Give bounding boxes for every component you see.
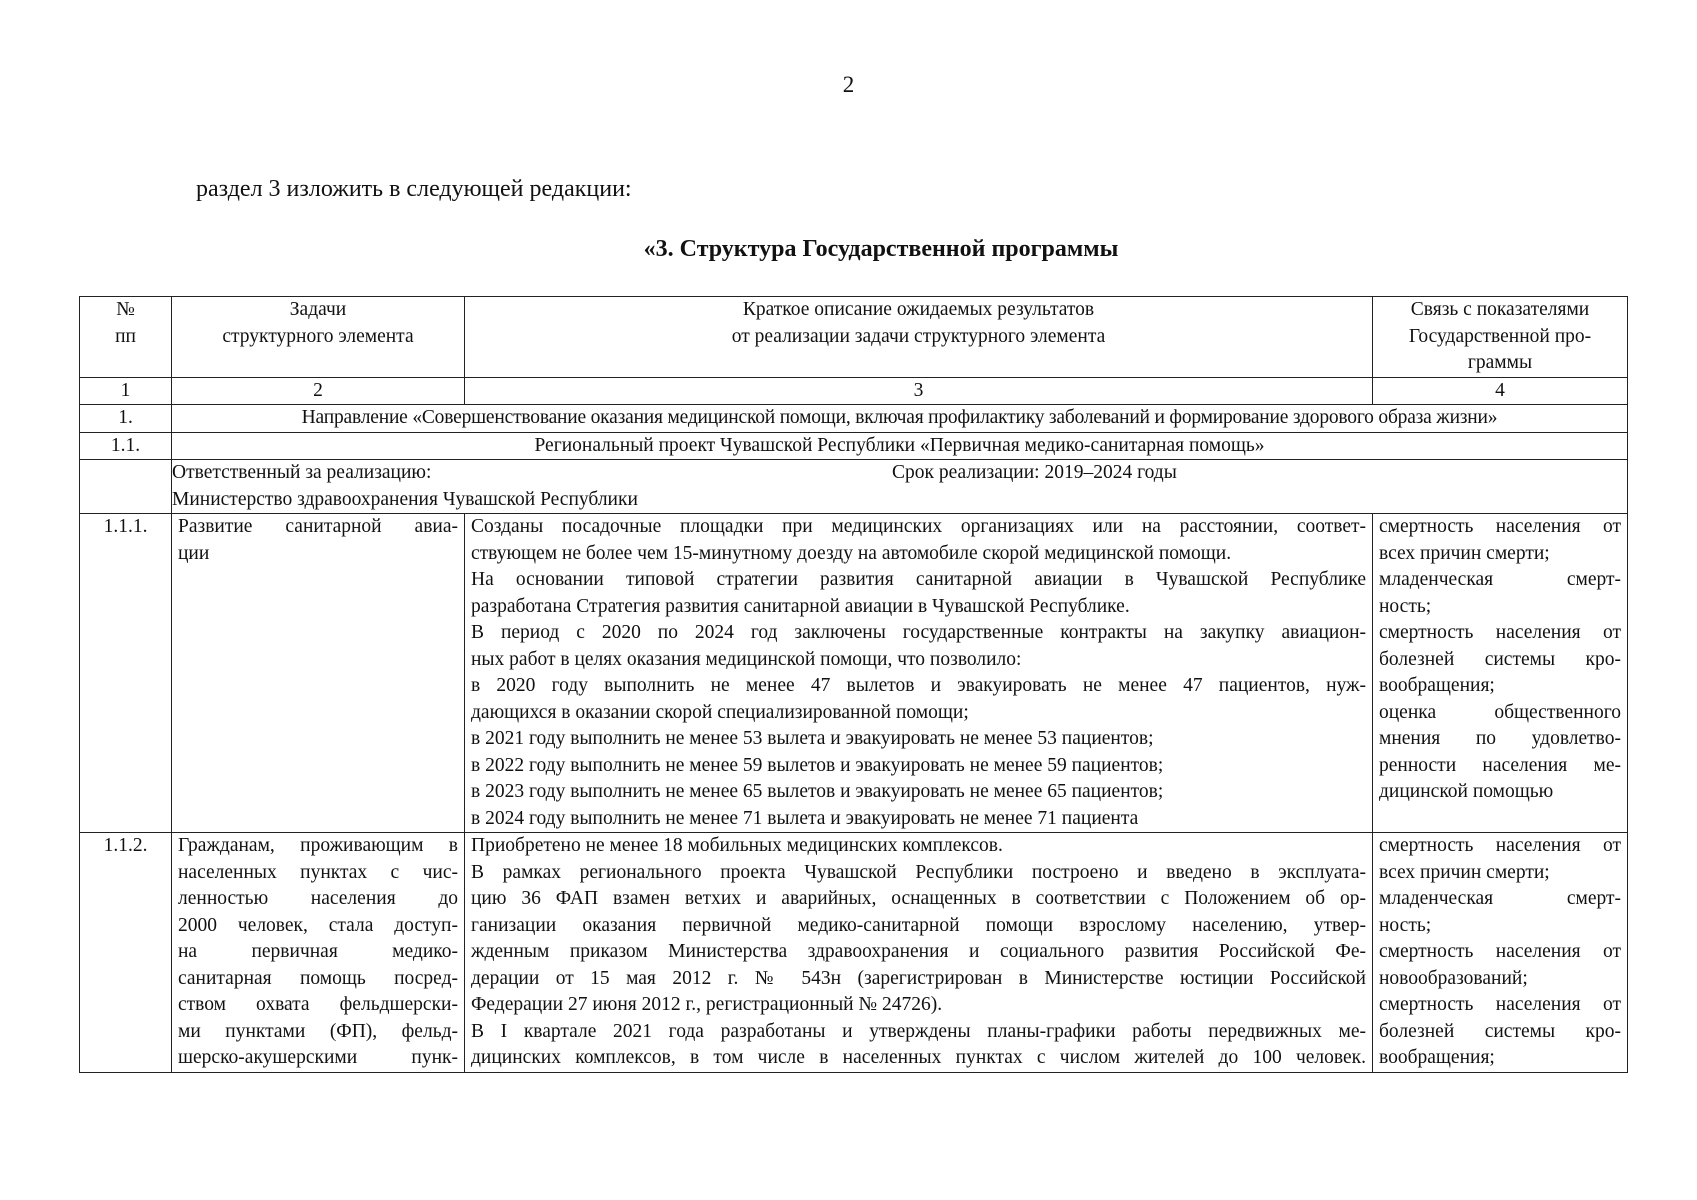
- row-task: Развитие санитарной авиа- ции: [172, 514, 465, 833]
- project-number: 1.1.: [80, 432, 172, 460]
- header-indicators: Связь с показателями Государственной про- граммы: [1373, 297, 1628, 378]
- responsible-value: Министерство здравоохранения Чувашской Республики: [172, 488, 638, 510]
- responsible-row: [80, 460, 1628, 514]
- column-number: 3: [465, 377, 1373, 405]
- row-indicators: смертность населения от всех причин смерти; младенческая смерт- ность; смертность населения от новообразований; смертность населения от болезней системы кро- вообращения;: [1373, 833, 1628, 1073]
- row-number: 1.1.2.: [80, 833, 172, 1073]
- page-number: 2: [842, 72, 855, 97]
- row-task: Гражданам, проживающим в населенных пунктах с чис- ленностью населения до 2000 человек, стала доступ- на первичная медико- санитарная помощь посред- ством охвата фельдшерски- ми пунктами (ФП), фельд- шерско-акушерскими пунк-: [172, 833, 465, 1073]
- project-text: Региональный проект Чувашской Республики «Первичная медико-санитарная помощь»: [172, 432, 1628, 460]
- row-number: 1.1.1.: [80, 514, 172, 833]
- responsible-empty-cell: [80, 460, 172, 514]
- table-row: [80, 833, 1628, 1073]
- document-title: «3. Структура Государственной программы: [643, 236, 1119, 262]
- header-tasks: Задачи структурного элемента: [172, 297, 465, 378]
- header-number: № пп: [80, 297, 172, 378]
- responsible-cell: [172, 460, 1628, 514]
- responsible-label: Ответственный за реализацию:: [172, 462, 432, 483]
- period-text: Срок реализации: 2019–2024 годы: [892, 462, 1177, 483]
- direction-row: [80, 405, 1628, 433]
- column-number: 1: [80, 377, 172, 405]
- table-header-row: [80, 297, 1628, 378]
- direction-number: 1.: [80, 405, 172, 433]
- project-row: [80, 432, 1628, 460]
- column-numbers-row: [80, 377, 1628, 405]
- direction-text: Направление «Совершенствование оказания медицинской помощи, включая профилактику заболеваний и формирование здорового образа жизни»: [172, 405, 1628, 433]
- header-description: Краткое описание ожидаемых результатов от реализации задачи структурного элемента: [465, 297, 1373, 378]
- row-description: Приобретено не менее 18 мобильных медицинских комплексов. В рамках регионального проекта Чувашской Республики построено и введено в эксплуата- цию 36 ФАП взамен ветхих и аварийных, оснащенных в соответствии с Положением об ор- ганизации оказания первичной медико-санитарной помощи взрослому населению, утвер- жденным приказом Министерства здравоохранения и социального развития Российской Фе- дерации от 15 мая 2012 г. № 543н (зарегистрирован в Министерстве юстиции Российской Федерации 27 июня 2012 г., регистрационный № 24726). В I квартале 2021 года разработаны и утверждены планы-графики работы передвижных ме- дицинских комплексов, в том числе в населенных пунктах с числом жителей до 100 человек.: [465, 833, 1373, 1073]
- row-description: Созданы посадочные площадки при медицинских организациях или на расстоянии, соответ- ствующем не более чем 15-минутному доезду на автомобиле скорой медицинской помощи. На основании типовой стратегии развития санитарной авиации в Чувашской Республике разработана Стратегия развития санитарной авиации в Чувашской Республике. В период с 2020 по 2024 год заключены государственные контракты на закупку авиацион- ных работ в целях оказания медицинской помощи, что позволило: в 2020 году выполнить не менее 47 вылетов и эвакуировать не менее 47 пациентов, нуж- дающихся в оказании скорой специализированной помощи; в 2021 году выполнить не менее 53 вылета и эвакуировать не менее 53 пациентов; в 2022 году выполнить не менее 59 вылетов и эвакуировать не менее 59 пациентов; в 2023 году выполнить не менее 65 вылетов и эвакуировать не менее 65 пациентов; в 2024 году выполнить не менее 71 вылета и эвакуировать не менее 71 пациента: [465, 514, 1373, 833]
- structure-table: [79, 296, 1628, 1073]
- responsible-block: [172, 460, 892, 513]
- column-number: 2: [172, 377, 465, 405]
- table-row: [80, 514, 1628, 833]
- row-indicators: смертность населения от всех причин смерти; младенческая смерт- ность; смертность населения от болезней системы кро- вообращения; оценка общественного мнения по удовлетво- ренности населения ме- дицинской помощью: [1373, 514, 1628, 833]
- period-block: [892, 460, 1627, 513]
- intro-text: раздел 3 изложить в следующей редакции:: [196, 176, 632, 202]
- column-number: 4: [1373, 377, 1628, 405]
